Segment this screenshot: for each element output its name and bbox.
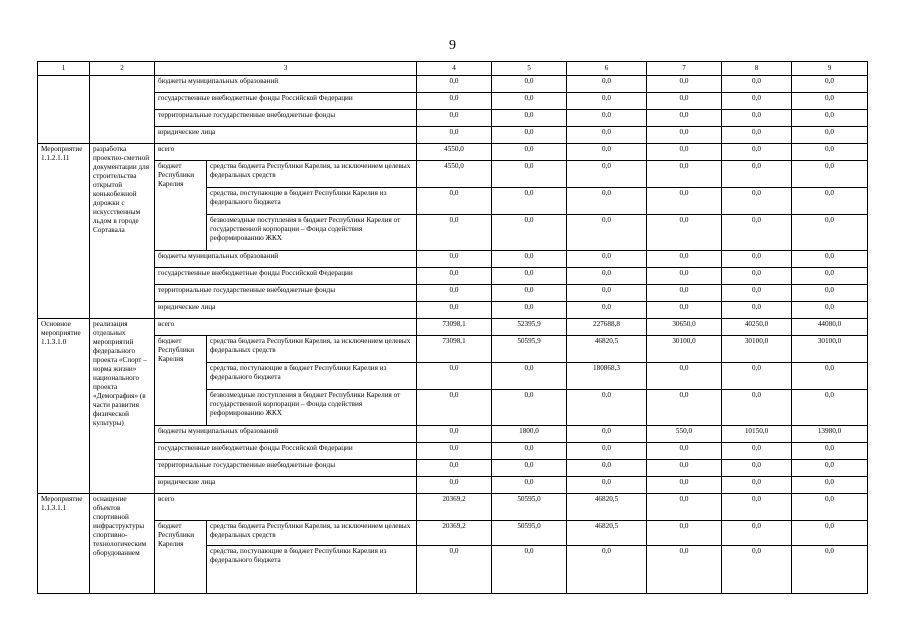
source-label: бюджет Республики Карелия [155, 521, 207, 594]
value-cell: 0,0 [792, 302, 868, 319]
value-cell: 0,0 [492, 127, 567, 144]
value-cell: 0,0 [567, 443, 647, 460]
value-cell: 0,0 [492, 93, 567, 110]
value-cell: 0,0 [492, 285, 567, 302]
header-cell: 9 [792, 62, 868, 76]
value-cell: 0,0 [647, 251, 722, 268]
value-cell: 0,0 [722, 144, 792, 161]
code-cell [38, 76, 90, 144]
value-cell: 0,0 [492, 302, 567, 319]
header-cell: 8 [722, 62, 792, 76]
source-sublabel: средства бюджета Республики Карелия, за исключением целевых федеральных средств [207, 521, 417, 546]
source-label: территориальные государственные внебюджетные фонды [155, 110, 417, 127]
table-row [38, 302, 868, 319]
value-cell: 0,0 [567, 426, 647, 443]
value-cell: 0,0 [492, 161, 567, 188]
value-cell: 0,0 [722, 363, 792, 390]
value-cell: 0,0 [417, 285, 492, 302]
value-cell: 0,0 [792, 215, 868, 251]
header-cell: 6 [567, 62, 647, 76]
value-cell: 0,0 [792, 188, 868, 215]
value-cell: 0,0 [792, 494, 868, 521]
table-row [38, 477, 868, 494]
value-cell: 0,0 [647, 363, 722, 390]
value-cell: 0,0 [567, 93, 647, 110]
value-cell: 46820,5 [567, 336, 647, 363]
value-cell: 0,0 [722, 188, 792, 215]
budget-table [37, 61, 868, 594]
value-cell: 0,0 [792, 443, 868, 460]
table-row [38, 443, 868, 460]
measure-name: оснащение объектов спортивной инфраструктуры спортивно-технологическим оборудованием [90, 494, 155, 594]
source-label: бюджеты муниципальных образований [155, 426, 417, 443]
value-cell: 1800,0 [492, 426, 567, 443]
value-cell: 0,0 [567, 268, 647, 285]
value-cell: 0,0 [647, 477, 722, 494]
table-row [38, 319, 868, 336]
value-cell: 73098,1 [417, 336, 492, 363]
table-row [38, 127, 868, 144]
value-cell: 0,0 [792, 76, 868, 93]
value-cell: 0,0 [417, 110, 492, 127]
value-cell: 0,0 [647, 93, 722, 110]
source-sublabel: безвозмездные поступления в бюджет Республики Карелия от государственной корпорации – Фонда содействия реформированию ЖКХ [207, 215, 417, 251]
value-cell: 227688,8 [567, 319, 647, 336]
value-cell: 0,0 [417, 390, 492, 426]
value-cell: 0,0 [567, 251, 647, 268]
source-label: бюджет Республики Карелия [155, 336, 207, 426]
value-cell: 0,0 [722, 477, 792, 494]
source-label: всего [155, 319, 417, 336]
value-cell: 0,0 [647, 76, 722, 93]
value-cell: 0,0 [417, 93, 492, 110]
page-number: 9 [449, 38, 456, 53]
value-cell: 20369,2 [417, 494, 492, 521]
value-cell: 0,0 [647, 546, 722, 594]
value-cell: 0,0 [792, 477, 868, 494]
source-label: бюджеты муниципальных образований [155, 76, 417, 93]
value-cell: 0,0 [567, 127, 647, 144]
measure-name: разработка проектно-сметной документации для строительства открытой конькобежной дорожки с искусственным льдом в городе Сортавала [90, 144, 155, 319]
value-cell: 0,0 [792, 110, 868, 127]
value-cell: 0,0 [567, 460, 647, 477]
value-cell: 0,0 [567, 215, 647, 251]
value-cell: 0,0 [722, 546, 792, 594]
table-row [38, 161, 868, 188]
table-row [38, 251, 868, 268]
source-label: бюджеты муниципальных образований [155, 251, 417, 268]
value-cell: 0,0 [647, 302, 722, 319]
value-cell: 0,0 [492, 144, 567, 161]
source-label: государственные внебюджетные фонды Российской Федерации [155, 443, 417, 460]
value-cell: 0,0 [492, 390, 567, 426]
value-cell: 0,0 [417, 251, 492, 268]
value-cell: 0,0 [792, 144, 868, 161]
value-cell: 50595,9 [492, 336, 567, 363]
source-sublabel: средства, поступающие в бюджет Республики Карелия из федерального бюджета [207, 363, 417, 390]
value-cell: 0,0 [722, 161, 792, 188]
header-cell: 7 [647, 62, 722, 76]
value-cell: 550,0 [647, 426, 722, 443]
header-cell: 3 [155, 62, 417, 76]
value-cell: 46820,5 [567, 494, 647, 521]
value-cell: 0,0 [722, 76, 792, 93]
value-cell: 30100,0 [792, 336, 868, 363]
value-cell: 0,0 [647, 460, 722, 477]
value-cell: 0,0 [792, 93, 868, 110]
value-cell: 0,0 [792, 127, 868, 144]
value-cell: 0,0 [722, 494, 792, 521]
source-label: территориальные государственные внебюджетные фонды [155, 460, 417, 477]
value-cell: 0,0 [417, 460, 492, 477]
value-cell: 0,0 [417, 215, 492, 251]
value-cell: 0,0 [792, 521, 868, 546]
source-label: государственные внебюджетные фонды Российской Федерации [155, 268, 417, 285]
value-cell: 0,0 [722, 268, 792, 285]
value-cell: 73098,1 [417, 319, 492, 336]
table-row [38, 93, 868, 110]
table-row [38, 521, 868, 546]
value-cell: 0,0 [792, 268, 868, 285]
value-cell: 30100,0 [722, 336, 792, 363]
value-cell: 0,0 [417, 127, 492, 144]
value-cell: 0,0 [647, 285, 722, 302]
table-row [38, 460, 868, 477]
source-label: всего [155, 494, 417, 521]
value-cell: 0,0 [792, 460, 868, 477]
value-cell: 0,0 [492, 363, 567, 390]
value-cell: 0,0 [722, 521, 792, 546]
value-cell: 0,0 [647, 494, 722, 521]
measure-name: реализация отдельных мероприятий федерального проекта «Спорт – норма жизни» национального проекта «Демография» (в части развития физической культуры) [90, 319, 155, 494]
table-row [38, 285, 868, 302]
value-cell: 0,0 [722, 302, 792, 319]
value-cell: 0,0 [647, 215, 722, 251]
source-label: юридические лица [155, 477, 417, 494]
value-cell: 0,0 [492, 546, 567, 594]
source-sublabel: безвозмездные поступления в бюджет Республики Карелия от государственной корпорации – Фонда содействия реформированию ЖКХ [207, 390, 417, 426]
value-cell: 0,0 [567, 477, 647, 494]
value-cell: 20369,2 [417, 521, 492, 546]
name-cell [90, 76, 155, 144]
value-cell: 0,0 [722, 460, 792, 477]
value-cell: 0,0 [567, 144, 647, 161]
value-cell: 0,0 [417, 188, 492, 215]
header-cell: 2 [90, 62, 155, 76]
value-cell: 0,0 [722, 251, 792, 268]
value-cell: 0,0 [492, 477, 567, 494]
value-cell: 0,0 [722, 285, 792, 302]
value-cell: 0,0 [567, 390, 647, 426]
value-cell: 0,0 [417, 477, 492, 494]
value-cell: 0,0 [792, 390, 868, 426]
value-cell: 0,0 [792, 161, 868, 188]
header-cell: 1 [38, 62, 90, 76]
value-cell: 0,0 [492, 215, 567, 251]
source-sublabel: средства, поступающие в бюджет Республики Карелия из федерального бюджета [207, 188, 417, 215]
value-cell: 44080,0 [792, 319, 868, 336]
value-cell: 0,0 [417, 363, 492, 390]
value-cell: 0,0 [417, 426, 492, 443]
measure-code: Мероприятие 1.1.2.1.11 [38, 144, 90, 319]
value-cell: 46820,5 [567, 521, 647, 546]
source-label: территориальные государственные внебюджетные фонды [155, 285, 417, 302]
value-cell: 0,0 [647, 443, 722, 460]
value-cell: 0,0 [792, 546, 868, 594]
table-row [38, 268, 868, 285]
value-cell: 4550,0 [417, 161, 492, 188]
value-cell: 50595,0 [492, 521, 567, 546]
value-cell: 0,0 [567, 285, 647, 302]
value-cell: 0,0 [792, 363, 868, 390]
table-row [38, 110, 868, 127]
value-cell: 0,0 [492, 110, 567, 127]
value-cell: 0,0 [492, 251, 567, 268]
value-cell: 13980,0 [792, 426, 868, 443]
table-row [38, 494, 868, 521]
value-cell: 0,0 [567, 302, 647, 319]
value-cell: 0,0 [722, 390, 792, 426]
value-cell: 0,0 [417, 302, 492, 319]
value-cell: 0,0 [492, 268, 567, 285]
measure-code: Мероприятие 1.1.3.1.1 [38, 494, 90, 594]
value-cell: 0,0 [722, 443, 792, 460]
table-row [38, 62, 868, 76]
value-cell: 0,0 [417, 76, 492, 93]
value-cell: 0,0 [647, 144, 722, 161]
value-cell: 0,0 [567, 76, 647, 93]
value-cell: 0,0 [647, 188, 722, 215]
header-cell: 5 [492, 62, 567, 76]
value-cell: 0,0 [792, 285, 868, 302]
value-cell: 0,0 [722, 127, 792, 144]
header-cell: 4 [417, 62, 492, 76]
value-cell: 0,0 [722, 215, 792, 251]
value-cell: 0,0 [792, 251, 868, 268]
value-cell: 0,0 [417, 443, 492, 460]
value-cell: 0,0 [647, 127, 722, 144]
source-label: государственные внебюджетные фонды Российской Федерации [155, 93, 417, 110]
value-cell: 52395,9 [492, 319, 567, 336]
table-row [38, 426, 868, 443]
table-row [38, 76, 868, 93]
value-cell: 0,0 [567, 546, 647, 594]
source-label: юридические лица [155, 302, 417, 319]
value-cell: 30100,0 [647, 336, 722, 363]
value-cell: 0,0 [567, 161, 647, 188]
value-cell: 180868,3 [567, 363, 647, 390]
table-row [38, 144, 868, 161]
value-cell: 0,0 [492, 76, 567, 93]
value-cell: 0,0 [417, 546, 492, 594]
value-cell: 0,0 [492, 443, 567, 460]
value-cell: 10150,0 [722, 426, 792, 443]
value-cell: 0,0 [647, 390, 722, 426]
value-cell: 0,0 [567, 110, 647, 127]
value-cell: 40250,0 [722, 319, 792, 336]
value-cell: 50595,0 [492, 494, 567, 521]
value-cell: 0,0 [647, 110, 722, 127]
value-cell: 0,0 [417, 268, 492, 285]
source-sublabel: средства бюджета Республики Карелия, за исключением целевых федеральных средств [207, 336, 417, 363]
value-cell: 0,0 [492, 460, 567, 477]
value-cell: 0,0 [647, 521, 722, 546]
source-sublabel: средства, поступающие в бюджет Республики Карелия из федерального бюджета [207, 546, 417, 594]
value-cell: 0,0 [647, 268, 722, 285]
value-cell: 0,0 [647, 161, 722, 188]
source-label: всего [155, 144, 417, 161]
value-cell: 30650,0 [647, 319, 722, 336]
source-sublabel: средства бюджета Республики Карелия, за исключением целевых федеральных средств [207, 161, 417, 188]
table-row [38, 336, 868, 363]
value-cell: 0,0 [722, 93, 792, 110]
value-cell: 4550,0 [417, 144, 492, 161]
value-cell: 0,0 [567, 188, 647, 215]
value-cell: 0,0 [492, 188, 567, 215]
value-cell: 0,0 [722, 110, 792, 127]
source-label: бюджет Республики Карелия [155, 161, 207, 251]
measure-code: Основное мероприятие 1.1.3.1.0 [38, 319, 90, 494]
source-label: юридические лица [155, 127, 417, 144]
